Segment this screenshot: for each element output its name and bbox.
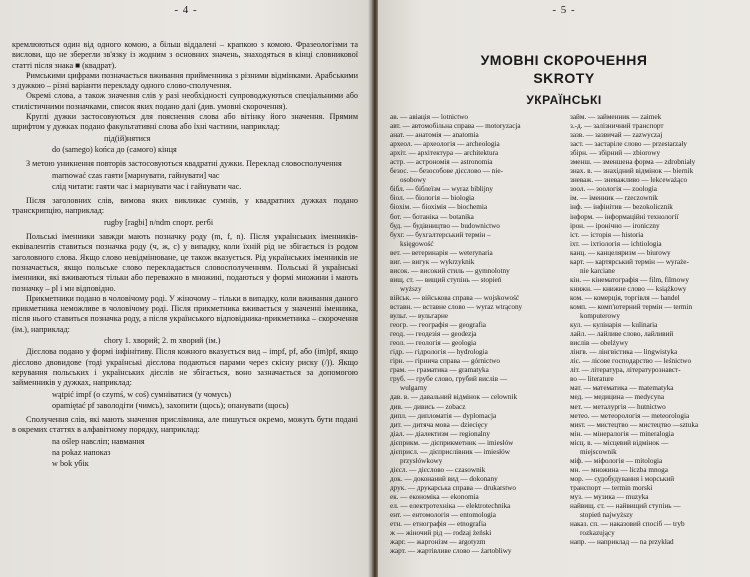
abbreviation-entry: вищ. ст. — вищий ступінь — stopień	[390, 275, 502, 284]
abbreviation-entry: wulgarny	[400, 384, 428, 393]
paragraph: Прикметники подано в чоловічому роді. У жіночому – тільки в випадку, коли вживання даного прикметника неможливе в чоловічому роді. Після прикметника вживається у значенні іменника, після нього ставиться позначка роду, а після українського відповідника-прикметника – скорочення (ім.), наприклад:	[12, 293, 358, 334]
abbreviation-entry: бібл. — біблеїзм — wyraz biblijny	[390, 185, 493, 194]
abbreviation-entry: дієприсл. — дієприслівник — imiesłów	[390, 447, 510, 456]
abbreviation-entry: бухг. — бухгалтерський термін –	[390, 230, 491, 239]
abbreviation-entry: rozkazujący	[580, 529, 615, 538]
abbreviation-entry: дієприкм. — дієприкметник — imiesłów	[390, 438, 514, 447]
abbreviation-entry: археол. — археологія — archeologia	[390, 140, 500, 149]
abbreviation-entry: літ. — література, літературознавст-	[570, 366, 681, 375]
abbreviation-entry: дипл. — дипломатія — dyplomacja	[390, 411, 497, 420]
abbreviation-entry: nie karciane	[580, 266, 615, 275]
abbreviation-entry: напр. — наприклад — na przykład	[570, 538, 674, 547]
abbreviation-entry: вислів — obelżywy	[570, 339, 629, 348]
abbreviation-entry: мін. — мінералогія — mineralogia	[570, 429, 674, 438]
abbreviation-entry: грам. — граматика — gramatyka	[390, 366, 489, 375]
abbreviation-entry: мор. — судобудування і морський	[570, 474, 675, 483]
abbreviation-entry: жарт. — жартівливе слово — żartobliwy	[390, 547, 512, 556]
paragraph: З метою уникнення повторів застосовуються квадратні дужки. Переклад словосполучення	[26, 159, 342, 169]
abbreviation-entry: кул. — кулінарія — kulinaria	[570, 321, 658, 330]
abbreviation-entry: займ. — займенник — zaimek	[570, 113, 662, 121]
page-title: УМОВНІ СКОРОЧЕННЯ	[480, 52, 648, 68]
abbreviation-entry: геод. — геодезія — geodezja	[390, 330, 477, 339]
abbreviation-entry: архіт. — архітектура — architektura	[390, 149, 499, 158]
abbreviation-entry: геол. — геологія — geologia	[390, 339, 477, 348]
example: під(ій)нятися	[104, 133, 151, 143]
abbreviation-entry: безос. — безособове дієслово — nie-	[390, 167, 503, 176]
abbreviation-entry: ел. — електротехніка — elektrotechnika	[390, 502, 511, 511]
example: слід читати: гаяти час і марнувати час і гайнувати час.	[52, 181, 242, 191]
abbreviation-entry: іхт. — іхтіологія — ichtiologia	[570, 239, 662, 248]
abbreviation-entry: авт. — автомобільна справа — motoryzacja	[390, 122, 521, 131]
abbreviation-entry: жарг. — жаргонізм — argotyzm	[390, 538, 486, 547]
paragraph: Дієслова подано у формі інфінітиву. Після кожного вказується вид – impf, pf, або (im)pf, якщо дієслово двовидове (тоді українські дієслова подаються парами через скісну риску (/)). Якщо керування польських і українських дієслів не збігається, воно зазначається за допомогою займенників у дужках, наприклад:	[12, 347, 358, 388]
paragraph: кремлюються один від одного комою, а більш віддалені – крапкою з комою. Фразеологізми та вислови, що не зберегли зв'язку із жодним з основних значень, знаходяться в кінці словникової статті після знака ■ (квадрат).	[12, 40, 358, 70]
abbreviation-entry: дієсл. — дієслово — czasownik	[390, 465, 486, 474]
abbreviation-entry: військ. — військова справа — wojskowość	[390, 293, 520, 302]
abbreviations-column-1	[390, 113, 566, 556]
page-subtitle: SKROTY	[533, 70, 595, 86]
paragraph: Польські іменники завжди мають позначку роду (m, f, n). Після українських іменників-еквівалентів ставиться позначка роду (ч, ж, с) у випадку, коли їхній рід не збігається із родом заголовного слова. Якщо слово невідмінюване, це також вказується. Рід українських іменників не позначається, якщо польське слово перекладається словосполученням. Польські й українські іменники, які вживаються тільки або переважно в множині, подаються у формі множини і мають позначку – pl і мн відповідно.	[12, 232, 358, 293]
abbreviation-entry: дав. в. — давальний відмінок — celownik	[390, 393, 518, 402]
abbreviation-entry: миsт. — мистецтво — мистецтво —sztuka	[570, 420, 699, 429]
abbreviation-entry: ліс. — лісове господарство — leśnictwo	[570, 357, 692, 366]
abbreviation-entry: лінгв. — лінгвістика — lingwistyka	[570, 348, 678, 357]
paragraph: Круглі дужки застосовуються для пояснення слова або вітінку його значення. Прямим шрифтом у дужках подано факультативні слова або їхні частини, наприклад:	[12, 112, 358, 132]
abbreviation-entry: зменш. — зменшена форма — zdrobniały	[570, 158, 696, 167]
abbreviation-entry: гірн. — гірнича справа — górnictwo	[390, 357, 501, 366]
abbreviation-entry: місц. в. — місцевий відмінок —	[570, 438, 669, 447]
abbreviation-entry: miejscownik	[580, 447, 617, 456]
example: wątpić impf (o czymś, w coś) сумніватися (у чомусь)	[52, 389, 232, 399]
abbreviation-entry: виг. — вигук — wykrzyknik	[390, 257, 475, 266]
abbreviation-entry: транспорт — termin morski	[570, 483, 653, 492]
example: rugby [ragbi] n/ndm спорт. регбі	[104, 217, 214, 227]
abbreviation-entry: анат. — анатомія — anatomia	[390, 131, 479, 140]
abbreviation-entry: вставн. — вставне слово — wyraz wtrącony	[390, 302, 523, 311]
example: na pokaz напоказ	[52, 447, 111, 457]
abbreviation-entry: канц. — канцеляризм — biurowy	[570, 248, 671, 257]
abbreviation-entry: карт. — картярський термін — wyraże-	[570, 257, 689, 266]
abbreviation-entry: мн. — множина — liczba mnoga	[570, 465, 668, 474]
abbreviation-entry: во — literature	[570, 375, 614, 384]
abbreviation-entry: ж — жіночий рід — rodzaj żeński	[390, 529, 492, 538]
abbreviation-entry: знах. в. — знахідний відмінок — biernik	[570, 167, 694, 176]
abbreviation-entry: гідр. — гідрологія — hydrologia	[390, 348, 488, 357]
abbreviation-entry: збірн. — збірний — zbiorowy	[570, 149, 661, 158]
abbreviation-entry: док. — доконаний вид — dokonany	[390, 474, 498, 483]
paragraph: Римськими цифрами позначається вживання прийменника з різними відмінками. Арабськими з дужкою – різні варіанти перекладу одного слово-сполучення.	[12, 70, 358, 91]
abbreviation-entry: кін. — кінематографія — film, filmowy	[570, 275, 689, 284]
abbreviation-entry: ав. — авіація — lotnictwo	[390, 113, 469, 121]
abbreviation-entry: ім. — іменник — rzeczownik	[570, 194, 658, 203]
abbreviation-entry: інф. — інфінітив — bezokolicznik	[570, 203, 673, 212]
paragraph: Після заголовних слів, вимова яких викликає сумнів, у квадратних дужках подано транскрипцію, наприклад:	[12, 196, 358, 216]
page-number-right: - 5 -	[552, 4, 576, 16]
abbreviation-entry: з.-д. — залізничний транспорт	[570, 122, 664, 131]
abbreviation-entry: зоол. — зоологія — zoologia	[570, 185, 657, 194]
abbreviation-entry: міф. — міфологія — mitologia	[570, 456, 663, 465]
abbreviation-entry: інформ. — інформаційні технології	[570, 212, 679, 221]
example: na ośleр навсліп; навмання	[52, 436, 145, 446]
abbreviation-entry: астр. — астрономія — astronomia	[390, 158, 493, 167]
abbreviation-entry: зневаж. — зневажливо — lekceważąco	[570, 176, 688, 185]
abbreviation-entry: мед. — медицина — medycyna	[570, 393, 665, 402]
abbreviation-entry: метео. — метеорологія — meteorologia	[570, 411, 690, 420]
abbreviation-entry: етн. — етнографія — etnografia	[390, 520, 487, 529]
abbreviation-entry: найвищ. ст. — найвищий ступінь —	[570, 502, 681, 511]
abbreviation-entry: буд. — будівництво — budownictwo	[390, 221, 500, 230]
abbreviation-entry: księgowość	[400, 239, 434, 248]
example: chory 1. хворий; 2. m хворий (ім.)	[104, 336, 221, 346]
abbreviation-entry: ент. — ентомологія — entomologia	[390, 511, 496, 520]
abbreviation-entry: мат. — математика — matematyka	[570, 384, 674, 393]
page-number-left: - 4 -	[174, 4, 198, 16]
paragraph: Сполучення слів, які мають значення прислівника, але пишуться окремо, можуть бути подані в окремих статтях в алфавітному порядку, наприклад:	[12, 415, 358, 435]
abbreviation-entry: przysłówkowy	[400, 456, 443, 465]
left-page-body	[12, 40, 358, 471]
abbreviation-entry: біохім. — біохімія — biochemia	[390, 203, 488, 212]
abbreviation-entry: комп. — комп'ютерний термін — termin	[570, 302, 693, 311]
abbreviation-entry: osobowy	[400, 176, 426, 185]
abbreviation-entry: муз. — музика — muzyka	[570, 492, 649, 501]
abbreviation-entry: wyższy	[400, 284, 422, 293]
paragraph: Окремі слова, а також значення слів у разі необхідності супроводжуються спеціальними або стилістичними позначками, список яких подано далі (див. умовні скорочення).	[12, 91, 358, 111]
abbreviation-entry: мет. — металургія — hutnictwo	[570, 402, 666, 411]
abbreviation-entry: біол. — біологія — biologia	[390, 194, 475, 203]
abbreviation-entry: лайл. — лайливе слово, лайливий	[570, 330, 674, 339]
abbreviation-entry: вульг. — вульгарне	[390, 312, 449, 321]
left-page	[0, 0, 372, 577]
abbreviation-entry: вет. — ветеринарія — weterynaria	[390, 248, 493, 257]
abbreviation-entry: дит. — дитяча мова — dziecięcy	[390, 420, 488, 429]
abbreviation-entry: stopień najwyższy	[580, 511, 633, 520]
abbreviation-entry: висок. — високий стиль — gymnolotny	[390, 266, 510, 275]
abbreviation-entry: зазв. — зазвичай — zazwyczaj	[570, 131, 663, 140]
abbreviation-entry: друк. — друкарська справа — drukarstwo	[390, 483, 517, 492]
right-page	[378, 0, 750, 577]
example: w bok убік	[52, 459, 89, 469]
abbreviation-entry: ек. — економіка — ekonomia	[390, 492, 479, 501]
abbreviation-entry: бот. — ботаніка — botanika	[390, 212, 474, 221]
example: do (samego) kоńca до (самого) кінця	[52, 144, 177, 154]
abbreviation-entry: komputerowy	[580, 312, 620, 321]
abbreviation-entry: геогр. — географія — geografia	[390, 321, 487, 330]
abbreviations-column-2	[570, 113, 746, 547]
abbreviation-entry: ірон. — іронічно — ironicznу	[570, 221, 660, 230]
abbreviation-entry: груб. — грубе слово, грубий вислів —	[390, 375, 508, 384]
abbreviation-entry: діал. — діалектизм — regionalny	[390, 429, 490, 438]
abbreviation-entry: ком. — комерція, торгівля — handel	[570, 293, 680, 302]
abbreviation-entry: див. — дивись — zobacz	[390, 402, 466, 411]
abbreviation-entry: заст. — застаріле слово — przestarzały	[570, 140, 688, 149]
abbreviation-entry: іст. — історія — historia	[570, 230, 644, 239]
example: opamiętać pf заволодіти (чимсь), захопити (щось); опанувати (щось)	[52, 400, 289, 410]
abbreviation-entry: наказ. сп. — наказовий спосіб — tryb	[570, 520, 685, 529]
example: marnować czas гаяти [марнувати, гайнувати] час	[52, 170, 220, 180]
section-heading: УКРАЇНСЬКІ	[526, 93, 602, 107]
abbreviation-entry: книжн. — книжне слово — książkowy	[570, 284, 687, 293]
